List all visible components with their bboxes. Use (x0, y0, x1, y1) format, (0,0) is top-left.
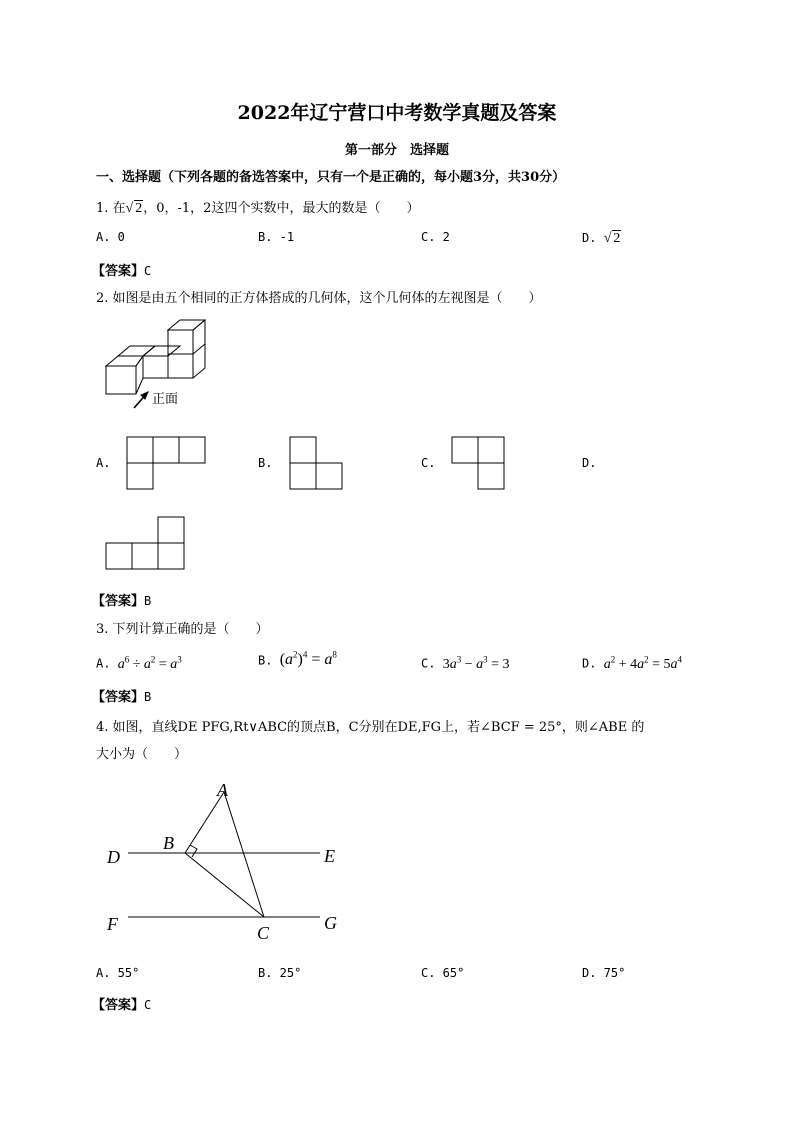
q3-option-c[interactable]: C. $3a^3 - a^3 = 3$ (421, 654, 510, 672)
point-G-label: G (324, 913, 337, 933)
q2-option-d[interactable]: D. (582, 456, 597, 470)
question-2-stem: 2. 如图是由五个相同的正方体搭成的几何体，这个几何体的左视图是（ ） (96, 291, 542, 306)
point-B-label: B (163, 833, 174, 853)
q3-option-a[interactable]: A. $a^6 \div a^2 = a^3$ (96, 654, 182, 672)
q4-geometry-figure (100, 776, 360, 946)
question-1-stem: 1. 在√ 2，0，-1，2这四个实数中，最大的数是（ ） (96, 201, 420, 216)
point-A-label: A (217, 780, 228, 800)
q3-option-d[interactable]: D. $a^2 + 4a^2 = 5a^4$ (582, 654, 682, 672)
q4-option-d[interactable]: D. 75° (582, 966, 626, 980)
question-3-stem: 3. 下列计算正确的是（ ） (96, 622, 269, 637)
q4-option-c[interactable]: C. 65° (421, 966, 465, 980)
q1-option-c[interactable]: C. 2 (421, 230, 450, 244)
q4-option-b[interactable]: B. 25° (258, 966, 302, 980)
q2-option-a[interactable]: A. (96, 456, 111, 470)
q3-option-b[interactable]: B. $(a^2)^4 = a^8$ (258, 650, 337, 669)
question-4-stem-line2: 大小为（ ） (96, 747, 188, 762)
front-label: 正面 (152, 392, 179, 407)
question-4-stem-line1: 4. 如图，直线DE PFG,Rt∨ABC的顶点B，C分别在DE,FG上，若∠BCF = 25°，则∠ABE 的 (96, 720, 645, 735)
part-heading: 第一部分 选择题 (344, 143, 449, 158)
q2-option-d-figure[interactable] (105, 516, 187, 572)
q2-option-b[interactable]: B. (258, 456, 273, 470)
q3-answer: 【答案】B (92, 690, 152, 705)
q1-option-a[interactable]: A. 0 (96, 230, 125, 244)
q2-option-c[interactable]: C. (421, 456, 436, 470)
q4-option-a[interactable]: A. 55° (96, 966, 140, 980)
q2-answer: 【答案】B (92, 594, 152, 609)
q1-option-d[interactable]: D. √ 2 (582, 231, 621, 246)
section-heading: 一、选择题（下列各题的备选答案中，只有一个是正确的，每小题3分，共30分） (96, 170, 566, 185)
q1-option-b[interactable]: B. -1 (258, 230, 295, 244)
page-title: 2022年辽宁营口中考数学真题及答案 (237, 102, 557, 124)
q1-answer: 【答案】C (92, 264, 152, 279)
point-F-label: F (107, 914, 118, 934)
q2-option-c-figure[interactable] (451, 436, 507, 492)
point-D-label: D (107, 847, 120, 867)
point-C-label: C (257, 923, 270, 943)
point-E-label: E (324, 846, 335, 866)
q2-option-b-figure[interactable] (289, 436, 345, 492)
q2-option-a-figure[interactable] (126, 436, 208, 492)
q4-answer: 【答案】C (92, 998, 152, 1013)
